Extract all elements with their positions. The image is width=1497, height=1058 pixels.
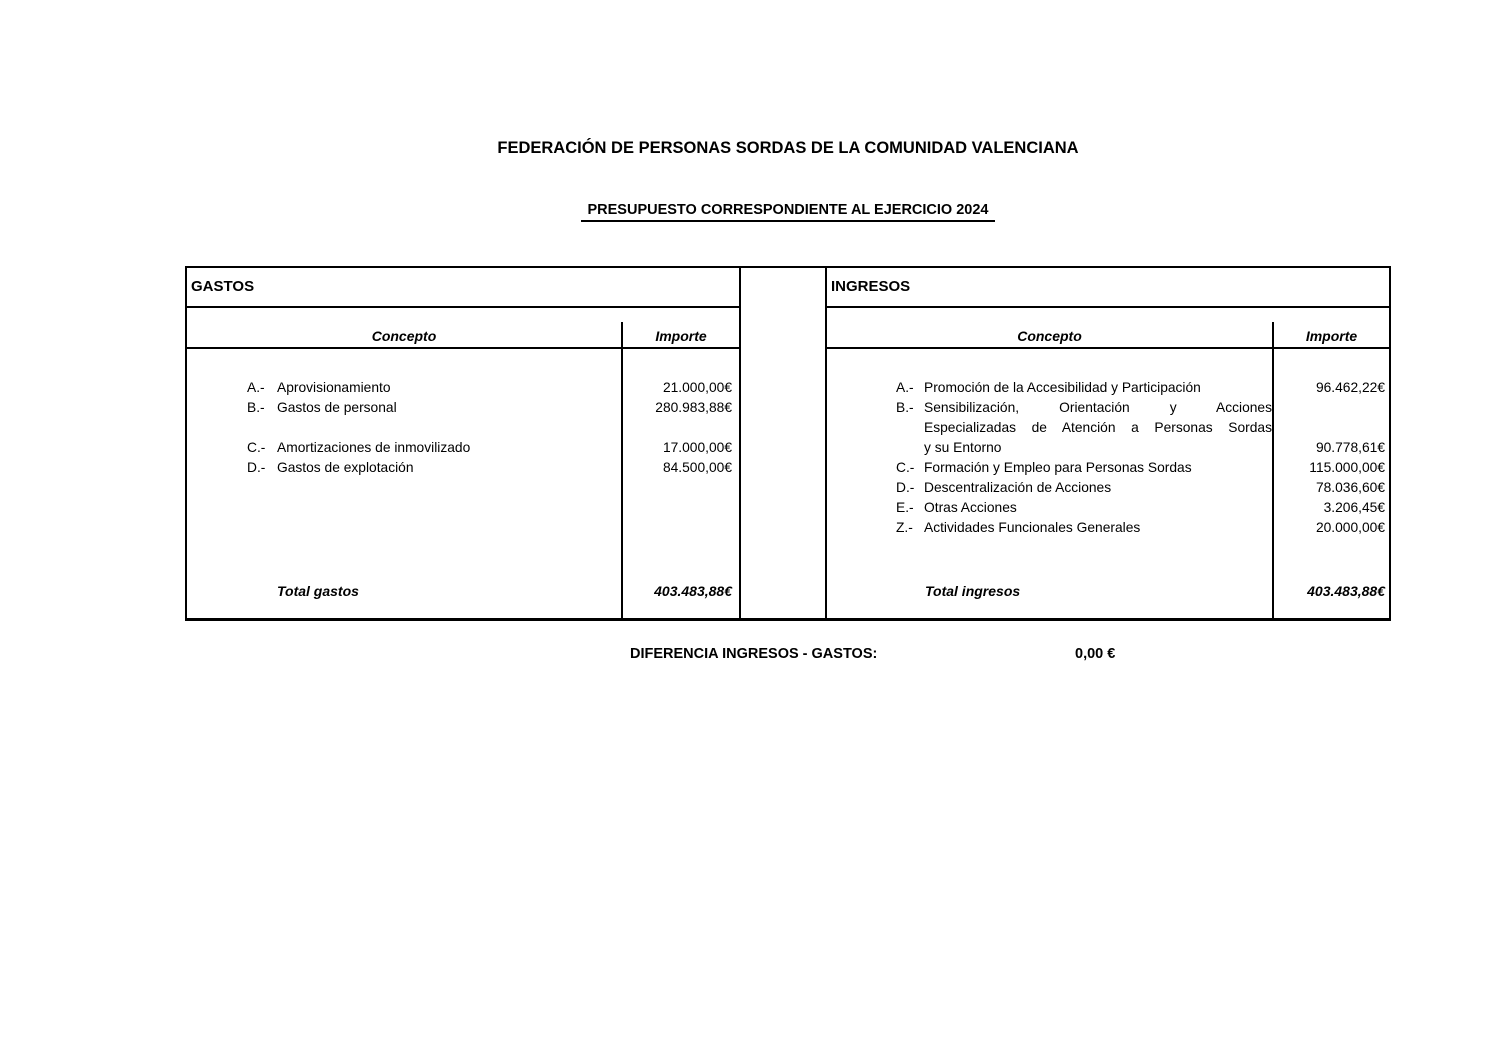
document-subtitle: PRESUPUESTO CORRESPONDIENTE AL EJERCICIO 2024 — [581, 202, 994, 222]
ingresos-item-value: 78.036,60€ — [1315, 480, 1385, 495]
ingresos-item-code: B.- — [896, 400, 914, 415]
ingresos-item-label: Otras Acciones — [924, 500, 1017, 515]
ingresos-item-label-line: Especializadas de Atención a Personas Sordas — [924, 420, 1272, 435]
gastos-item-value: 84.500,00€ — [662, 460, 732, 475]
ingresos-item-label: Promoción de la Accesibilidad y Participación — [924, 380, 1201, 395]
ingresos-col-header-concepto: Concepto — [1017, 328, 1082, 344]
ingresos-item-label: Actividades Funcionales Generales — [924, 520, 1141, 535]
ingresos-item-label: Formación y Empleo para Personas Sordas — [924, 460, 1192, 475]
ingresos-item-value: 115.000,00€ — [1309, 460, 1385, 475]
ingresos-col-header-importe: Importe — [1305, 328, 1358, 344]
gastos-col-header-concepto: Concepto — [371, 328, 437, 344]
ingresos-total-label: Total ingresos — [925, 583, 1021, 599]
difference-value: 0,00 € — [1075, 646, 1116, 662]
ingresos-item-value: 20.000,00€ — [1315, 520, 1385, 535]
ingresos-item-code: Z.- — [896, 520, 913, 535]
spacer-left-line — [739, 268, 741, 618]
gastos-header-rule — [187, 347, 739, 349]
ingresos-header-rule — [827, 347, 1389, 349]
ingresos-item-code: A.- — [896, 380, 914, 395]
gastos-item-code: D.- — [247, 460, 266, 475]
difference-label: DIFERENCIA INGRESOS - GASTOS: — [630, 646, 878, 662]
gastos-item-code: A.- — [247, 380, 265, 395]
gastos-item-label: Gastos de explotación — [277, 460, 414, 475]
budget-table — [185, 266, 1391, 621]
gastos-item-value: 280.983,88€ — [655, 400, 732, 415]
gastos-item-label: Gastos de personal — [277, 400, 397, 415]
gastos-item-label: Aprovisionamiento — [277, 380, 391, 395]
ingresos-item-label-line: y su Entorno — [924, 440, 1002, 455]
ingresos-item-value: 3.206,45€ — [1323, 500, 1385, 515]
gastos-total-value: 403.483,88€ — [654, 583, 732, 599]
ingresos-total-value: 403.483,88€ — [1307, 583, 1385, 599]
gastos-item-code: C.- — [247, 440, 266, 455]
gastos-item-code: B.- — [247, 400, 265, 415]
gastos-total-label: Total gastos — [277, 583, 359, 599]
gastos-item-value: 17.000,00€ — [662, 440, 732, 455]
ingresos-item-label: Descentralización de Acciones — [924, 480, 1112, 495]
ingresos-item-value: 90.778,61€ — [1315, 440, 1385, 455]
gastos-col-header-importe: Importe — [655, 328, 707, 344]
document-subtitle-wrap — [185, 201, 1391, 222]
gastos-item-label: Amortizaciones de inmovilizado — [277, 440, 471, 455]
ingresos-item-code: E.- — [896, 500, 914, 515]
ingresos-item-code: C.- — [896, 460, 915, 475]
ingresos-item-label-line: Sensibilización, Orientación y Acciones — [924, 400, 1272, 415]
ingresos-section-title: INGRESOS — [831, 278, 911, 295]
ingresos-item-code: D.- — [896, 480, 915, 495]
gastos-item-value: 21.000,00€ — [662, 380, 732, 395]
ingresos-item-value: 96.462,22€ — [1315, 380, 1385, 395]
gastos-section-title: GASTOS — [191, 278, 255, 295]
document-title: FEDERACIÓN DE PERSONAS SORDAS DE LA COMUNIDAD VALENCIANA — [497, 139, 1079, 157]
